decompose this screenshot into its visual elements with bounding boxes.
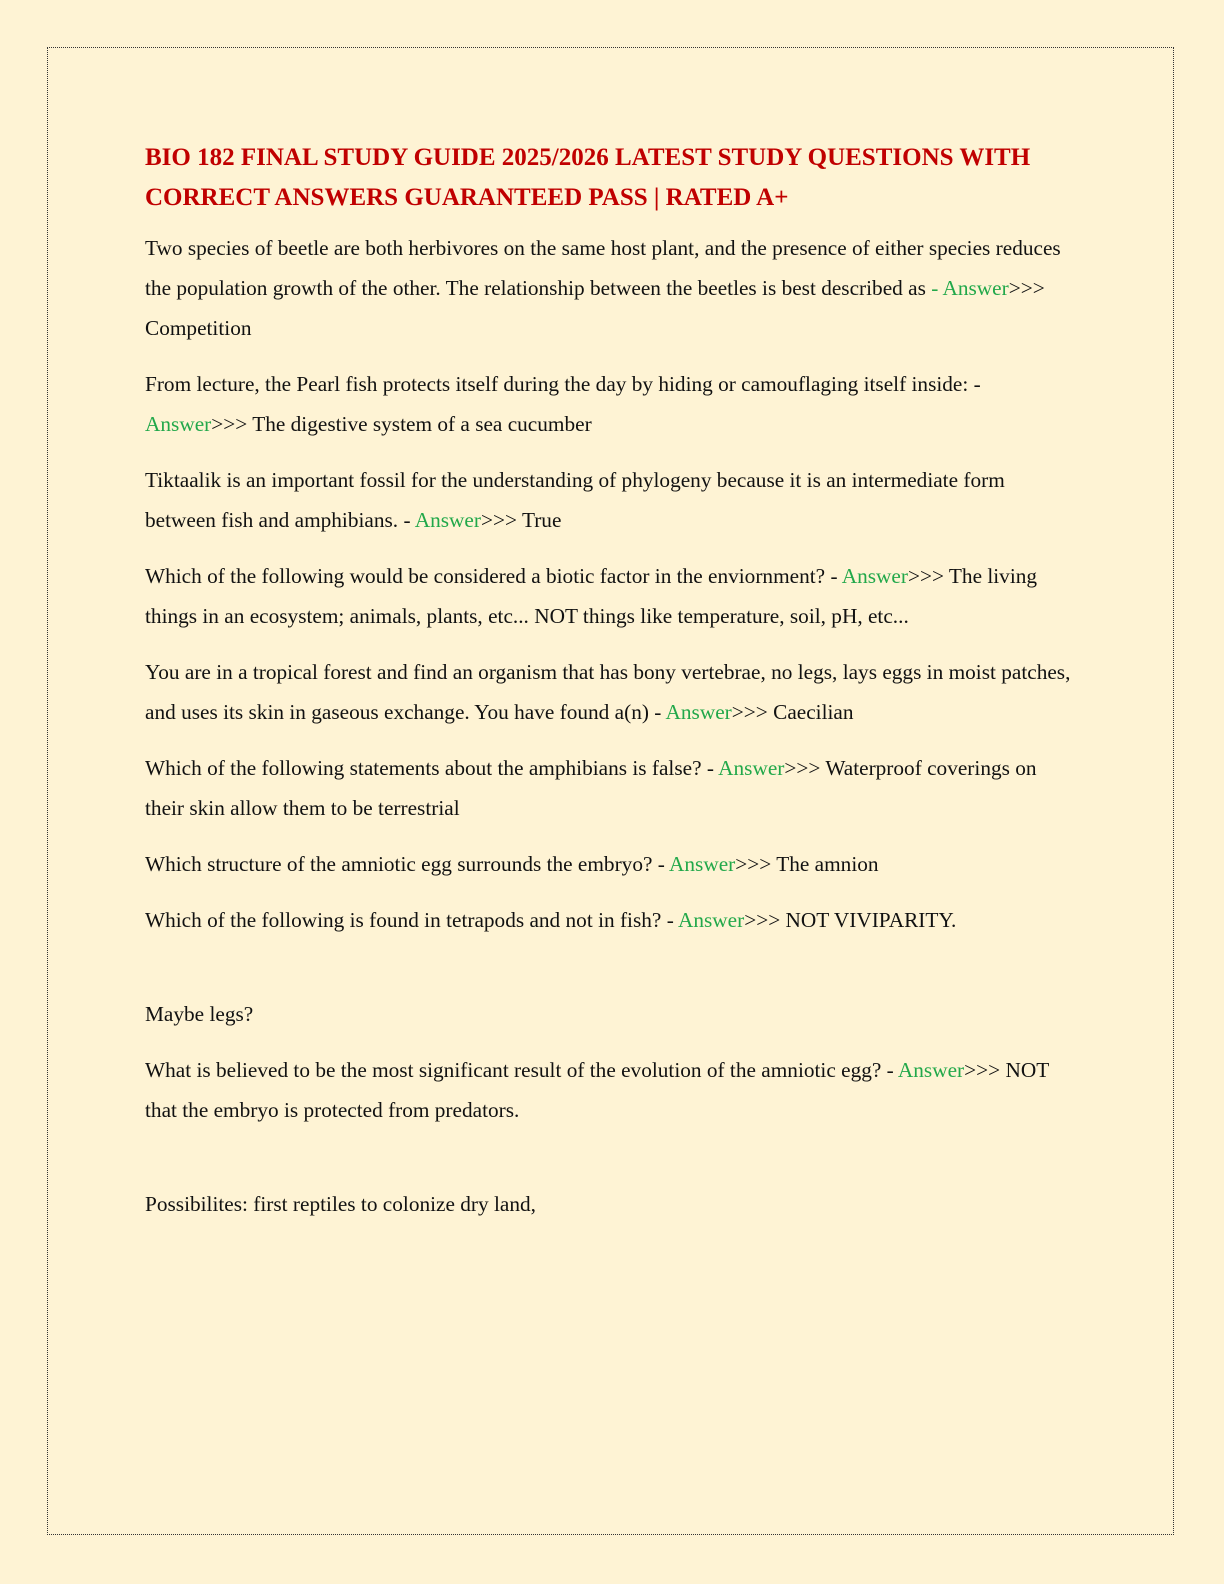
answer-text: >>> Waterproof coverings on their skin allow them to be terrestrial [145,756,1037,820]
answer-label: Answer [665,700,732,724]
answer-text: >>> NOT that the embryo is protected from predators. [145,1058,1049,1122]
question-text: Which of the following statements about the amphibians is false? [145,756,707,780]
answer-label: Answer [414,508,481,532]
qa-item: Tiktaalik is an important fossil for the understanding of phylogeny because it is an intermediate form between fish and amphibians. - Answer>>> True [145,468,1005,532]
question-text: Tiktaalik is an important fossil for the understanding of phylogeny because it is an intermediate form between fish and amphibians. [145,468,1005,532]
qa-item: Which of the following would be considered a biotic factor in the enviornment? - Answer>>> The living things in an ecosystem; animals, plants, etc... NOT things like temperature, soil, pH, etc... [145,564,1038,628]
qa-item: What is believed to be the most significant result of the evolution of the amniotic egg? - Answer>>> NOT that the embryo is protected from predators. [145,1058,1049,1122]
answer-text: >>> The digestive system of a sea cucumber [211,412,592,436]
answer-text: >>> NOT VIVIPARITY. [744,908,957,932]
spacer [145,1146,1080,1184]
answer-label: Answer [841,564,908,588]
qa-item: Which structure of the amniotic egg surrounds the embryo? - Answer>>> The amnion [145,852,879,876]
qa-item: You are in a tropical forest and find an organism that has bony vertebrae, no legs, lays eggs in moist patches, and uses its skin in gaseous exchange. You have found a(n) - Answer>>> Caecilian [145,660,1071,724]
document-body [145,138,1080,1240]
qa-item [145,228,1080,348]
answer-text: >>> True [480,508,562,532]
answer-label: Answer [677,908,745,932]
qa-item: Which of the following is found in tetrapods and not in fish? - Answer>>> NOT VIVIPARITY. [145,908,957,932]
question-text: What is believed to be the most significant result of the evolution of the amniotic egg? [145,1058,887,1082]
answer-text: >>> The amnion [735,852,879,876]
note-text: Possibilites: first reptiles to colonize dry land, [145,1192,536,1216]
answer-text: >>> Caecilian [731,700,854,724]
question-text: Which of the following would be considered a biotic factor in the enviornment? [145,564,831,588]
answer-label: - Answer [931,276,1009,300]
question-text: You are in a tropical forest and find an organism that has bony vertebrae, no legs, lays eggs in moist patches, and uses its skin in gaseous exchange. You have found a(n) [145,660,1071,724]
answer-label: Answer [669,852,736,876]
qa-item: From lecture, the Pearl fish protects itself during the day by hiding or camouflaging itself inside: - Answer>>> The digestive system of a sea cucumber [145,372,981,436]
answer-text: >>> Competition [145,276,1045,340]
spacer [145,956,1080,994]
answer-label: Answer [145,412,212,436]
answer-label: Answer [897,1058,965,1082]
answer-label: Answer [718,756,785,780]
answer-text: >>> The living things in an ecosystem; animals, plants, etc... NOT things like temperature, soil, pH, etc... [145,564,1038,628]
question-text: Which of the following is found in tetrapods and not in fish? [145,908,667,932]
question-text: Which structure of the amniotic egg surrounds the embryo? [145,852,658,876]
question-text: Two species of beetle are both herbivores on the same host plant, and the presence of either species reduces the population growth of the other. The relationship between the beetles is best described as [145,236,1061,300]
qa-item: Which of the following statements about the amphibians is false? - Answer>>> Waterproof coverings on their skin allow them to be terrestrial [145,756,1037,820]
question-text: From lecture, the Pearl fish protects itself during the day by hiding or camouflaging itself inside: [145,372,974,396]
document-title: BIO 182 FINAL STUDY GUIDE 2025/2026 LATEST STUDY QUESTIONS WITH CORRECT ANSWERS GUARANTEED PASS | RATED A+ [145,144,1031,211]
note-text: Maybe legs? [145,1002,254,1026]
